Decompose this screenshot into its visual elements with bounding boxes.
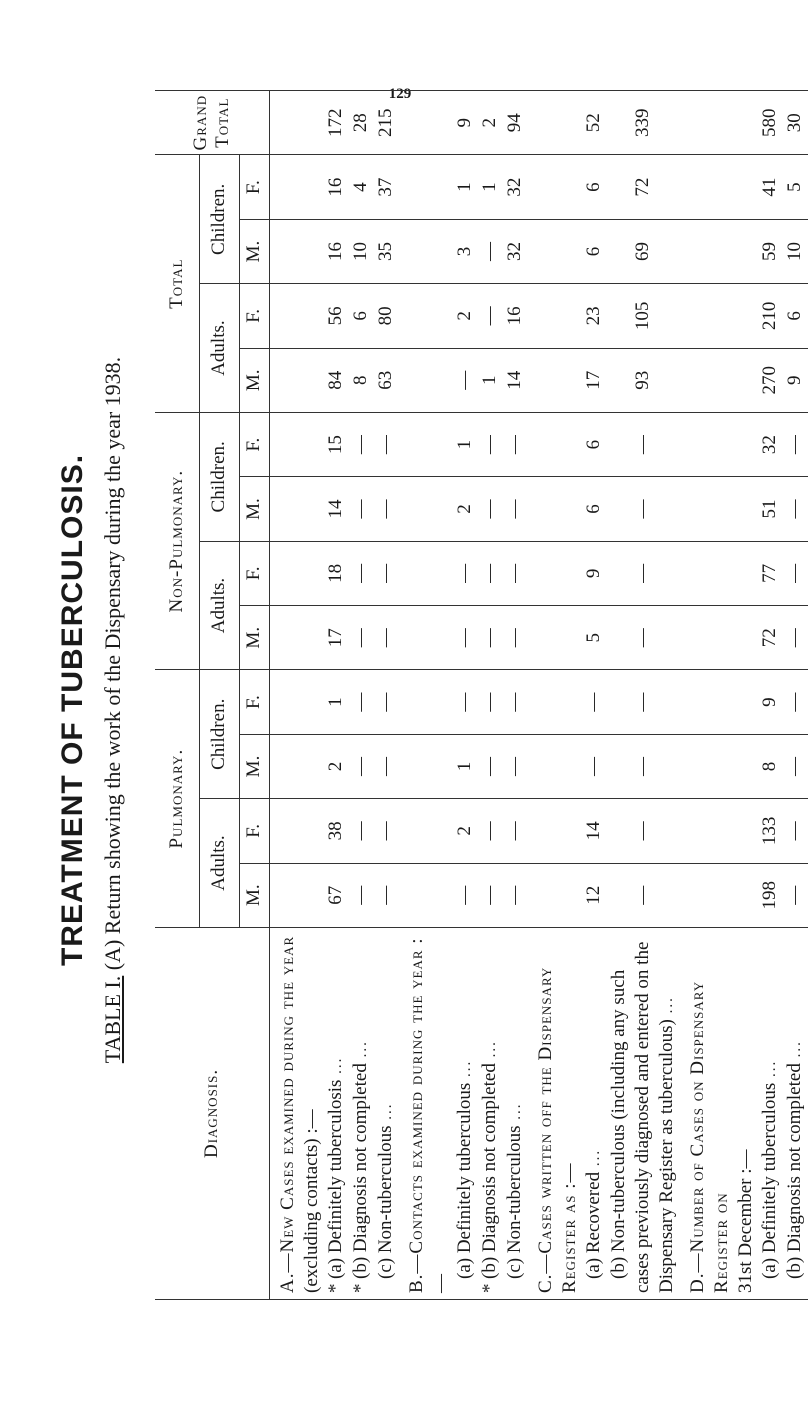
empty-cell [680, 670, 758, 734]
empty-cell [680, 348, 758, 412]
value-cell: — [503, 477, 528, 541]
value-cell: 16 [324, 155, 349, 219]
section-heading-text: A.—New Cases examined during the year [276, 935, 298, 1293]
row-label [324, 927, 349, 1299]
header-m: M. [239, 219, 269, 283]
value-cell: 80 [374, 284, 399, 348]
dispensary-return-table [155, 90, 808, 1300]
value-cell: — [503, 412, 528, 476]
section-heading-row [399, 91, 453, 1300]
value-cell: — [607, 670, 680, 734]
row-label [758, 927, 783, 1299]
value-cell: — [478, 219, 503, 283]
value-cell: 2 [453, 284, 478, 348]
header-m: M. [239, 477, 269, 541]
table-number: TABLE I. [100, 975, 125, 1064]
header-adults: Adults. [199, 799, 239, 928]
value-cell: 580 [758, 91, 783, 155]
value-cell: 9 [783, 348, 808, 412]
value-cell: — [783, 799, 808, 863]
value-cell: — [607, 606, 680, 670]
value-cell: 32 [758, 412, 783, 476]
value-cell: 1 [478, 155, 503, 219]
value-cell: — [783, 606, 808, 670]
table-row [582, 91, 607, 1300]
section-heading-text: C.—Cases written off the Dispensary Register as :— [534, 966, 580, 1293]
header-f: F. [239, 541, 269, 605]
value-cell: 35 [374, 219, 399, 283]
value-cell: 84 [324, 348, 349, 412]
empty-cell [269, 91, 324, 155]
header-f: F. [239, 155, 269, 219]
row-label [503, 927, 528, 1299]
header-pulmonary: Pulmonary. [155, 670, 199, 927]
dot-leader: ... [507, 1102, 524, 1126]
row-label-text: (a) Definitely tuberculosis [324, 1079, 346, 1279]
value-cell: 14 [324, 477, 349, 541]
value-cell: 1 [478, 348, 503, 412]
value-cell: 41 [758, 155, 783, 219]
value-cell: — [478, 670, 503, 734]
table-row [758, 91, 783, 1300]
value-cell: 32 [503, 155, 528, 219]
dot-leader: ... [586, 1148, 603, 1172]
section-heading [680, 927, 758, 1299]
value-cell: 8 [349, 348, 374, 412]
value-cell: 172 [324, 91, 349, 155]
empty-cell [269, 606, 324, 670]
value-cell: — [478, 799, 503, 863]
value-cell: 5 [582, 606, 607, 670]
value-cell: — [783, 541, 808, 605]
header-adults: Adults. [199, 541, 239, 670]
value-cell: 9 [758, 670, 783, 734]
empty-cell [399, 91, 453, 155]
value-cell: — [783, 477, 808, 541]
value-cell: — [374, 734, 399, 798]
value-cell: 1 [324, 670, 349, 734]
value-cell: — [478, 734, 503, 798]
empty-cell [528, 541, 582, 605]
value-cell: 6 [582, 155, 607, 219]
header-grand-total: Grand Total [155, 91, 269, 155]
empty-cell [528, 606, 582, 670]
dot-leader: ... [353, 1040, 370, 1064]
value-cell: — [374, 799, 399, 863]
value-cell: 270 [758, 348, 783, 412]
value-cell: — [783, 863, 808, 927]
table-row [349, 91, 374, 1300]
empty-cell [269, 412, 324, 476]
empty-cell [399, 670, 453, 734]
empty-cell [680, 799, 758, 863]
empty-cell [680, 219, 758, 283]
value-cell: 1 [453, 734, 478, 798]
empty-cell [528, 219, 582, 283]
empty-cell [269, 477, 324, 541]
value-cell: — [453, 670, 478, 734]
empty-cell [680, 284, 758, 348]
value-cell: — [453, 348, 478, 412]
value-cell: 12 [582, 863, 607, 927]
table-row [374, 91, 399, 1300]
value-cell: 17 [582, 348, 607, 412]
header-children: Children. [199, 412, 239, 541]
value-cell: — [503, 734, 528, 798]
dot-leader: ... [762, 1059, 779, 1083]
value-cell: 4 [349, 155, 374, 219]
empty-cell [528, 284, 582, 348]
header-diagnosis: Diagnosis. [155, 927, 269, 1299]
empty-cell [399, 219, 453, 283]
row-label-text: (c) Non-tuberculous [503, 1125, 525, 1279]
empty-cell [269, 799, 324, 863]
value-cell: 72 [758, 606, 783, 670]
value-cell: 6 [582, 219, 607, 283]
row-label [478, 927, 503, 1299]
value-cell: 72 [607, 155, 680, 219]
empty-cell [680, 863, 758, 927]
value-cell: 210 [758, 284, 783, 348]
row-label-text: (a) Recovered [582, 1171, 604, 1279]
value-cell: — [374, 412, 399, 476]
value-cell: — [607, 799, 680, 863]
value-cell: — [349, 734, 374, 798]
value-cell: 37 [374, 155, 399, 219]
value-cell: 77 [758, 541, 783, 605]
header-m: M. [239, 348, 269, 412]
value-cell: — [478, 412, 503, 476]
value-cell: — [478, 477, 503, 541]
empty-cell [399, 477, 453, 541]
value-cell: — [374, 606, 399, 670]
empty-cell [269, 284, 324, 348]
row-label [374, 927, 399, 1299]
empty-cell [269, 219, 324, 283]
value-cell: — [374, 541, 399, 605]
empty-cell [680, 412, 758, 476]
table-row [503, 91, 528, 1300]
value-cell: 59 [758, 219, 783, 283]
empty-cell [269, 155, 324, 219]
empty-cell [680, 477, 758, 541]
value-cell: — [783, 412, 808, 476]
dot-leader: ... [457, 1059, 474, 1083]
value-cell: 6 [582, 412, 607, 476]
value-cell: 69 [607, 219, 680, 283]
header-f: F. [239, 412, 269, 476]
value-cell: 56 [324, 284, 349, 348]
section-heading-text: D.—Number of Cases on Dispensary Register on [686, 980, 732, 1293]
value-cell: 32 [503, 219, 528, 283]
value-cell: 3 [453, 219, 478, 283]
empty-cell [399, 155, 453, 219]
header-total: Total [155, 155, 199, 412]
row-label-text: (a) Definitely tuberculous [453, 1082, 475, 1279]
value-cell: 10 [783, 219, 808, 283]
table-row [478, 91, 503, 1300]
value-cell: 339 [607, 91, 680, 155]
empty-cell [399, 606, 453, 670]
section-heading [528, 927, 582, 1299]
header-m: M. [239, 863, 269, 927]
value-cell: — [453, 606, 478, 670]
table-subtitle [100, 80, 126, 1340]
row-label-text: (b) Diagnosis not completed [783, 1063, 805, 1279]
value-cell: — [374, 863, 399, 927]
section-heading-continuation: 31st December :— [734, 1149, 756, 1293]
value-cell: — [783, 670, 808, 734]
value-cell: 14 [503, 348, 528, 412]
value-cell: 105 [607, 284, 680, 348]
section-heading-row [528, 91, 582, 1300]
value-cell: — [349, 541, 374, 605]
value-cell: — [607, 863, 680, 927]
empty-cell [399, 863, 453, 927]
section-heading-row [680, 91, 758, 1300]
page-title: TREATMENT OF TUBERCULOSIS. [56, 453, 89, 967]
value-cell: 15 [324, 412, 349, 476]
value-cell: — [503, 606, 528, 670]
empty-cell [680, 541, 758, 605]
row-label [453, 927, 478, 1299]
empty-cell [680, 155, 758, 219]
empty-cell [399, 734, 453, 798]
dot-leader: ... [482, 1040, 499, 1064]
header-children: Children. [199, 670, 239, 799]
value-cell: 63 [374, 348, 399, 412]
dot-leader: ... [328, 1056, 345, 1080]
dot-leader: ... [659, 996, 676, 1020]
value-cell: 14 [582, 799, 607, 863]
header-m: M. [239, 734, 269, 798]
table-row [453, 91, 478, 1300]
table-caption: (A) Return showing the work of the Dispensary during the year 1938. [100, 356, 125, 971]
value-cell: — [478, 606, 503, 670]
row-label-text: (b) Diagnosis not completed [349, 1063, 371, 1279]
value-cell: 18 [324, 541, 349, 605]
dot-leader: ... [787, 1040, 804, 1064]
empty-cell [269, 670, 324, 734]
row-label-text: (c) Non-tuberculous [374, 1125, 396, 1279]
value-cell: 198 [758, 863, 783, 927]
empty-cell [269, 348, 324, 412]
header-m: M. [239, 606, 269, 670]
value-cell: — [349, 412, 374, 476]
empty-cell [269, 863, 324, 927]
value-cell: — [349, 863, 374, 927]
empty-cell [399, 284, 453, 348]
value-cell: — [349, 670, 374, 734]
value-cell: 28 [349, 91, 374, 155]
value-cell: — [607, 541, 680, 605]
empty-cell [528, 670, 582, 734]
value-cell: — [453, 541, 478, 605]
value-cell: 10 [349, 219, 374, 283]
value-cell: 9 [582, 541, 607, 605]
header-f: F. [239, 799, 269, 863]
header-f: F. [239, 284, 269, 348]
value-cell: — [503, 541, 528, 605]
section-heading-row [269, 91, 324, 1300]
value-cell: 133 [758, 799, 783, 863]
empty-cell [528, 155, 582, 219]
value-cell: — [607, 734, 680, 798]
value-cell: — [503, 863, 528, 927]
value-cell: — [374, 670, 399, 734]
empty-cell [680, 606, 758, 670]
value-cell: 67 [324, 863, 349, 927]
value-cell: 5 [783, 155, 808, 219]
row-label-text: (a) Definitely tuberculous [758, 1082, 780, 1279]
value-cell: 23 [582, 284, 607, 348]
section-heading-continuation: (excluding contacts) :— [300, 1109, 322, 1293]
value-cell: — [503, 670, 528, 734]
rotated-page-content [40, 80, 805, 1340]
value-cell: 215 [374, 91, 399, 155]
value-cell: 94 [503, 91, 528, 155]
header-non-pulmonary: Non-Pulmonary. [155, 412, 199, 669]
value-cell: — [582, 734, 607, 798]
empty-cell [269, 734, 324, 798]
header-children: Children. [199, 155, 239, 284]
row-label [349, 927, 374, 1299]
value-cell: — [478, 863, 503, 927]
header-f: F. [239, 670, 269, 734]
value-cell: 2 [324, 734, 349, 798]
value-cell: — [478, 541, 503, 605]
value-cell: 6 [349, 284, 374, 348]
page-number: 129 [388, 86, 412, 102]
empty-cell [399, 348, 453, 412]
empty-cell [399, 412, 453, 476]
empty-cell [269, 541, 324, 605]
row-label [582, 927, 607, 1299]
value-cell: 1 [453, 155, 478, 219]
empty-cell [528, 348, 582, 412]
row-label [783, 927, 808, 1299]
value-cell: 6 [783, 284, 808, 348]
value-cell: 9 [453, 91, 478, 155]
section-heading [269, 927, 324, 1299]
empty-cell [680, 91, 758, 155]
footnote-star: * [349, 1283, 371, 1293]
value-cell: 16 [503, 284, 528, 348]
table-row [324, 91, 349, 1300]
row-label-text: (b) Diagnosis not completed [478, 1063, 500, 1279]
section-heading-text: B.—Contacts examined during the year :— [405, 937, 451, 1293]
value-cell: 38 [324, 799, 349, 863]
value-cell: — [374, 477, 399, 541]
footnote-star: * [324, 1283, 346, 1293]
empty-cell [528, 412, 582, 476]
empty-cell [399, 541, 453, 605]
empty-cell [528, 91, 582, 155]
value-cell: — [503, 799, 528, 863]
value-cell: — [349, 799, 374, 863]
empty-cell [528, 477, 582, 541]
header-adults: Adults. [199, 284, 239, 413]
value-cell: 30 [783, 91, 808, 155]
empty-cell [528, 799, 582, 863]
value-cell: 52 [582, 91, 607, 155]
value-cell: 51 [758, 477, 783, 541]
value-cell: 2 [453, 799, 478, 863]
row-label [607, 927, 680, 1299]
empty-cell [528, 734, 582, 798]
dot-leader: ... [378, 1102, 395, 1126]
value-cell: — [478, 284, 503, 348]
empty-cell [680, 734, 758, 798]
table-row [607, 91, 680, 1300]
value-cell: — [453, 863, 478, 927]
value-cell: 8 [758, 734, 783, 798]
value-cell: — [783, 734, 808, 798]
value-cell: — [607, 412, 680, 476]
table-row [783, 91, 808, 1300]
empty-cell [399, 799, 453, 863]
section-heading [399, 927, 453, 1299]
value-cell: 6 [582, 477, 607, 541]
value-cell: — [349, 606, 374, 670]
value-cell: — [582, 670, 607, 734]
value-cell: 1 [453, 412, 478, 476]
footnote-star: * [478, 1283, 500, 1293]
value-cell: 2 [478, 91, 503, 155]
value-cell: 16 [324, 219, 349, 283]
row-label-text: (b) Non-tuberculous (including any such cases previously diagnosed and entered on the Dispensary Register as tuberculous) [607, 941, 677, 1293]
value-cell: — [607, 477, 680, 541]
empty-cell [528, 863, 582, 927]
value-cell: 93 [607, 348, 680, 412]
value-cell: 2 [453, 477, 478, 541]
value-cell: — [349, 477, 374, 541]
value-cell: 17 [324, 606, 349, 670]
